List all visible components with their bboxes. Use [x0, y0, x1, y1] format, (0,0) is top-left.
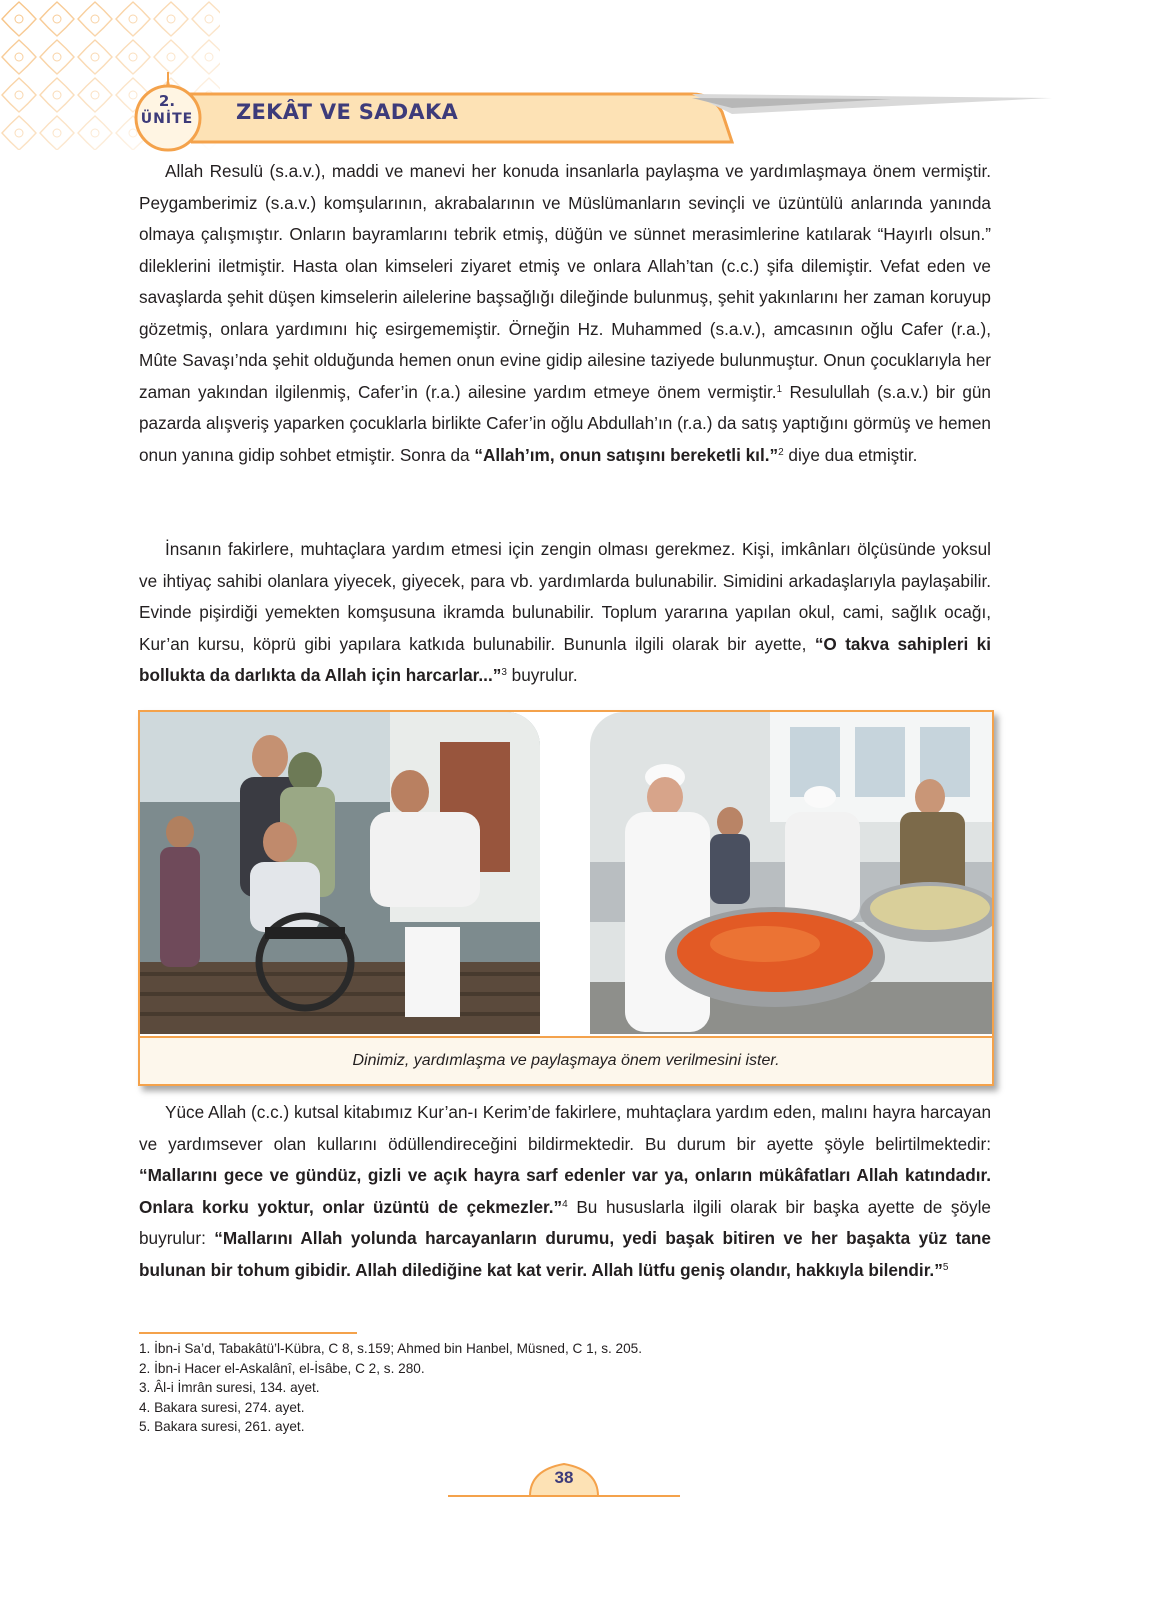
paragraph-3-text-a: Yüce Allah (c.c.) kutsal kitabımız Kur’an-ı Kerim’de fakirlere, muhtaçlara yardım eden, malını hayra harcayan ve yardımsever olan kullarını ödüllendireceğini bildirmektedir. Bu durum bir ayette şöyle belirtilmektedir:	[139, 1102, 991, 1154]
photo-soup-kitchen	[590, 712, 992, 1034]
paragraph-1	[139, 156, 991, 471]
paragraph-1-text-a: Allah Resulü (s.a.v.), maddi ve manevi her konuda insanlarla paylaşma ve yardımlaşmaya önem vermiştir. Peygamberimiz (s.a.v.) komşularının, akrabalarının ve Müslümanların sevinçli ve üzüntülü anlarında yanında olmaya çalışmıştır. Onların bayramlarını tebrik etmiş, düğün ve sünnet merasimlerine katılarak “Hayırlı olsun.” dileklerini iletmiştir. Hasta olan kimseleri ziyaret etmiş ve onlara Allah’tan (c.c.) şifa dilemiştir. Vefat eden ve savaşlarda şehit düşen kimselerin ailelerine başsağlığı dileğinde bulunmuş, şehit yakınlarını her zaman koruyup gözetmiş, onlara yardımını hiç esirgememiştir. Örneğin Hz. Muhammed (s.a.v.), amcasının oğlu Cafer (r.a.), Mûte Savaşı’nda şehit olduğunda hemen onun evine gidip ailesine taziyede bulunmuştur. Onun çocuklarıyla her zaman yakından ilgilenmiş, Cafer’in (r.a.) ailesine yardım etmeye önem vermiştir.	[139, 161, 991, 402]
paragraph-2-text-a: İnsanın fakirlere, muhtaçlara yardım etmesi için zengin olması gerekmez. Kişi, imkânları ölçüsünde yoksul ve ihtiyaç sahibi olanlara yiyecek, giyecek, para vb. yardımlarda bulunabilir. Simidini arkadaşlarıyla paylaşabilir. Evinde pişirdiği yemekten komşusuna ikramda bulunabilir. Toplum yararına yapılan okul, cami, sağlık ocağı, Kur’an kursu, köprü gibi yapılara katkıda bulunabilir. Bununla ilgili olarak bir ayette,	[139, 539, 991, 654]
unit-header	[132, 72, 1092, 152]
paragraph-2-text-b: buyrulur.	[506, 665, 578, 685]
figure-caption: Dinimiz, yardımlaşma ve paylaşmaya önem verilmesini ister.	[352, 1052, 780, 1069]
footnote-5: 5. Bakara suresi, 261. ayet.	[139, 1419, 305, 1434]
paragraph-3-text-b: Bu hususlarla ilgili olarak bir başka ayette de şöyle buyrulur:	[139, 1196, 991, 1248]
paragraph-1-text-b: Resulullah (s.a.v.) bir gün pazarda alışveriş yaparken çocuklarla birlikte Cafer’in oğlu Abdullah’ın (r.a.) da satış yaptığını görmüş ve hemen onun yanına gidip sohbet etmiştir. Sonra da	[139, 381, 991, 465]
paragraph-2	[139, 534, 991, 692]
footnote-divider	[139, 1332, 357, 1334]
footnote-1: 1. İbn-i Sa’d, Tabakâtü’l-Kübra, C 8, s.159; Ahmed bin Hanbel, Müsned, C 1, s. 205.	[139, 1341, 643, 1356]
footnotes	[139, 1339, 642, 1437]
page-number: 38	[554, 1468, 574, 1487]
footnote-4: 4. Bakara suresi, 274. ayet.	[139, 1399, 305, 1415]
unit-title: ZEKÂT VE SADAKA	[236, 100, 459, 124]
caption-bar	[140, 1036, 992, 1084]
footnote-ref-5: 5	[942, 1261, 949, 1273]
photo-figure	[138, 710, 994, 1086]
quote-prayer: “Allah’ım, onun satışını bereketli kıl.”	[474, 444, 779, 465]
footnote-2: 2. İbn-i Hacer el-Askalânî, el-İsâbe, C 2, s. 280.	[139, 1360, 425, 1376]
footnote-3: 3. Âl-i İmrân suresi, 134. ayet.	[139, 1380, 320, 1395]
unit-label: ÜNİTE	[140, 111, 194, 127]
unit-number: 2.	[158, 92, 176, 110]
footnote-ref-4: 4	[562, 1198, 568, 1210]
unit-badge	[135, 90, 199, 146]
footnote-ref-2: 2	[778, 446, 784, 458]
paragraph-1-text-c: diye dua etmiştir.	[783, 444, 918, 465]
footnote-ref-3: 3	[501, 667, 507, 678]
photo-wheelchair-help	[140, 712, 540, 1034]
quote-verse-2: “Mallarını gece ve gündüz, gizli ve açık hayra sarf edenler var ya, onların mükâfatları Allah katındadır. Onlara korku yoktur, onlar üzüntü de çekmezler.”	[139, 1165, 991, 1217]
footnote-ref-1: 1	[776, 383, 783, 395]
page-footer	[448, 1456, 680, 1502]
quote-verse-3: “Mallarını Allah yolunda harcayanların durumu, yedi başak bitiren ve her başakta yüz tane bulunan bir tohum gibidir. Allah dilediğine kat kat verir. Allah lütfu geniş olandır, hakkıyla bilendir.”	[139, 1228, 991, 1280]
quote-verse-1: “O takva sahipleri ki bollukta da darlıkta da Allah için harcarlar...”	[139, 633, 991, 685]
paragraph-3	[139, 1097, 991, 1286]
